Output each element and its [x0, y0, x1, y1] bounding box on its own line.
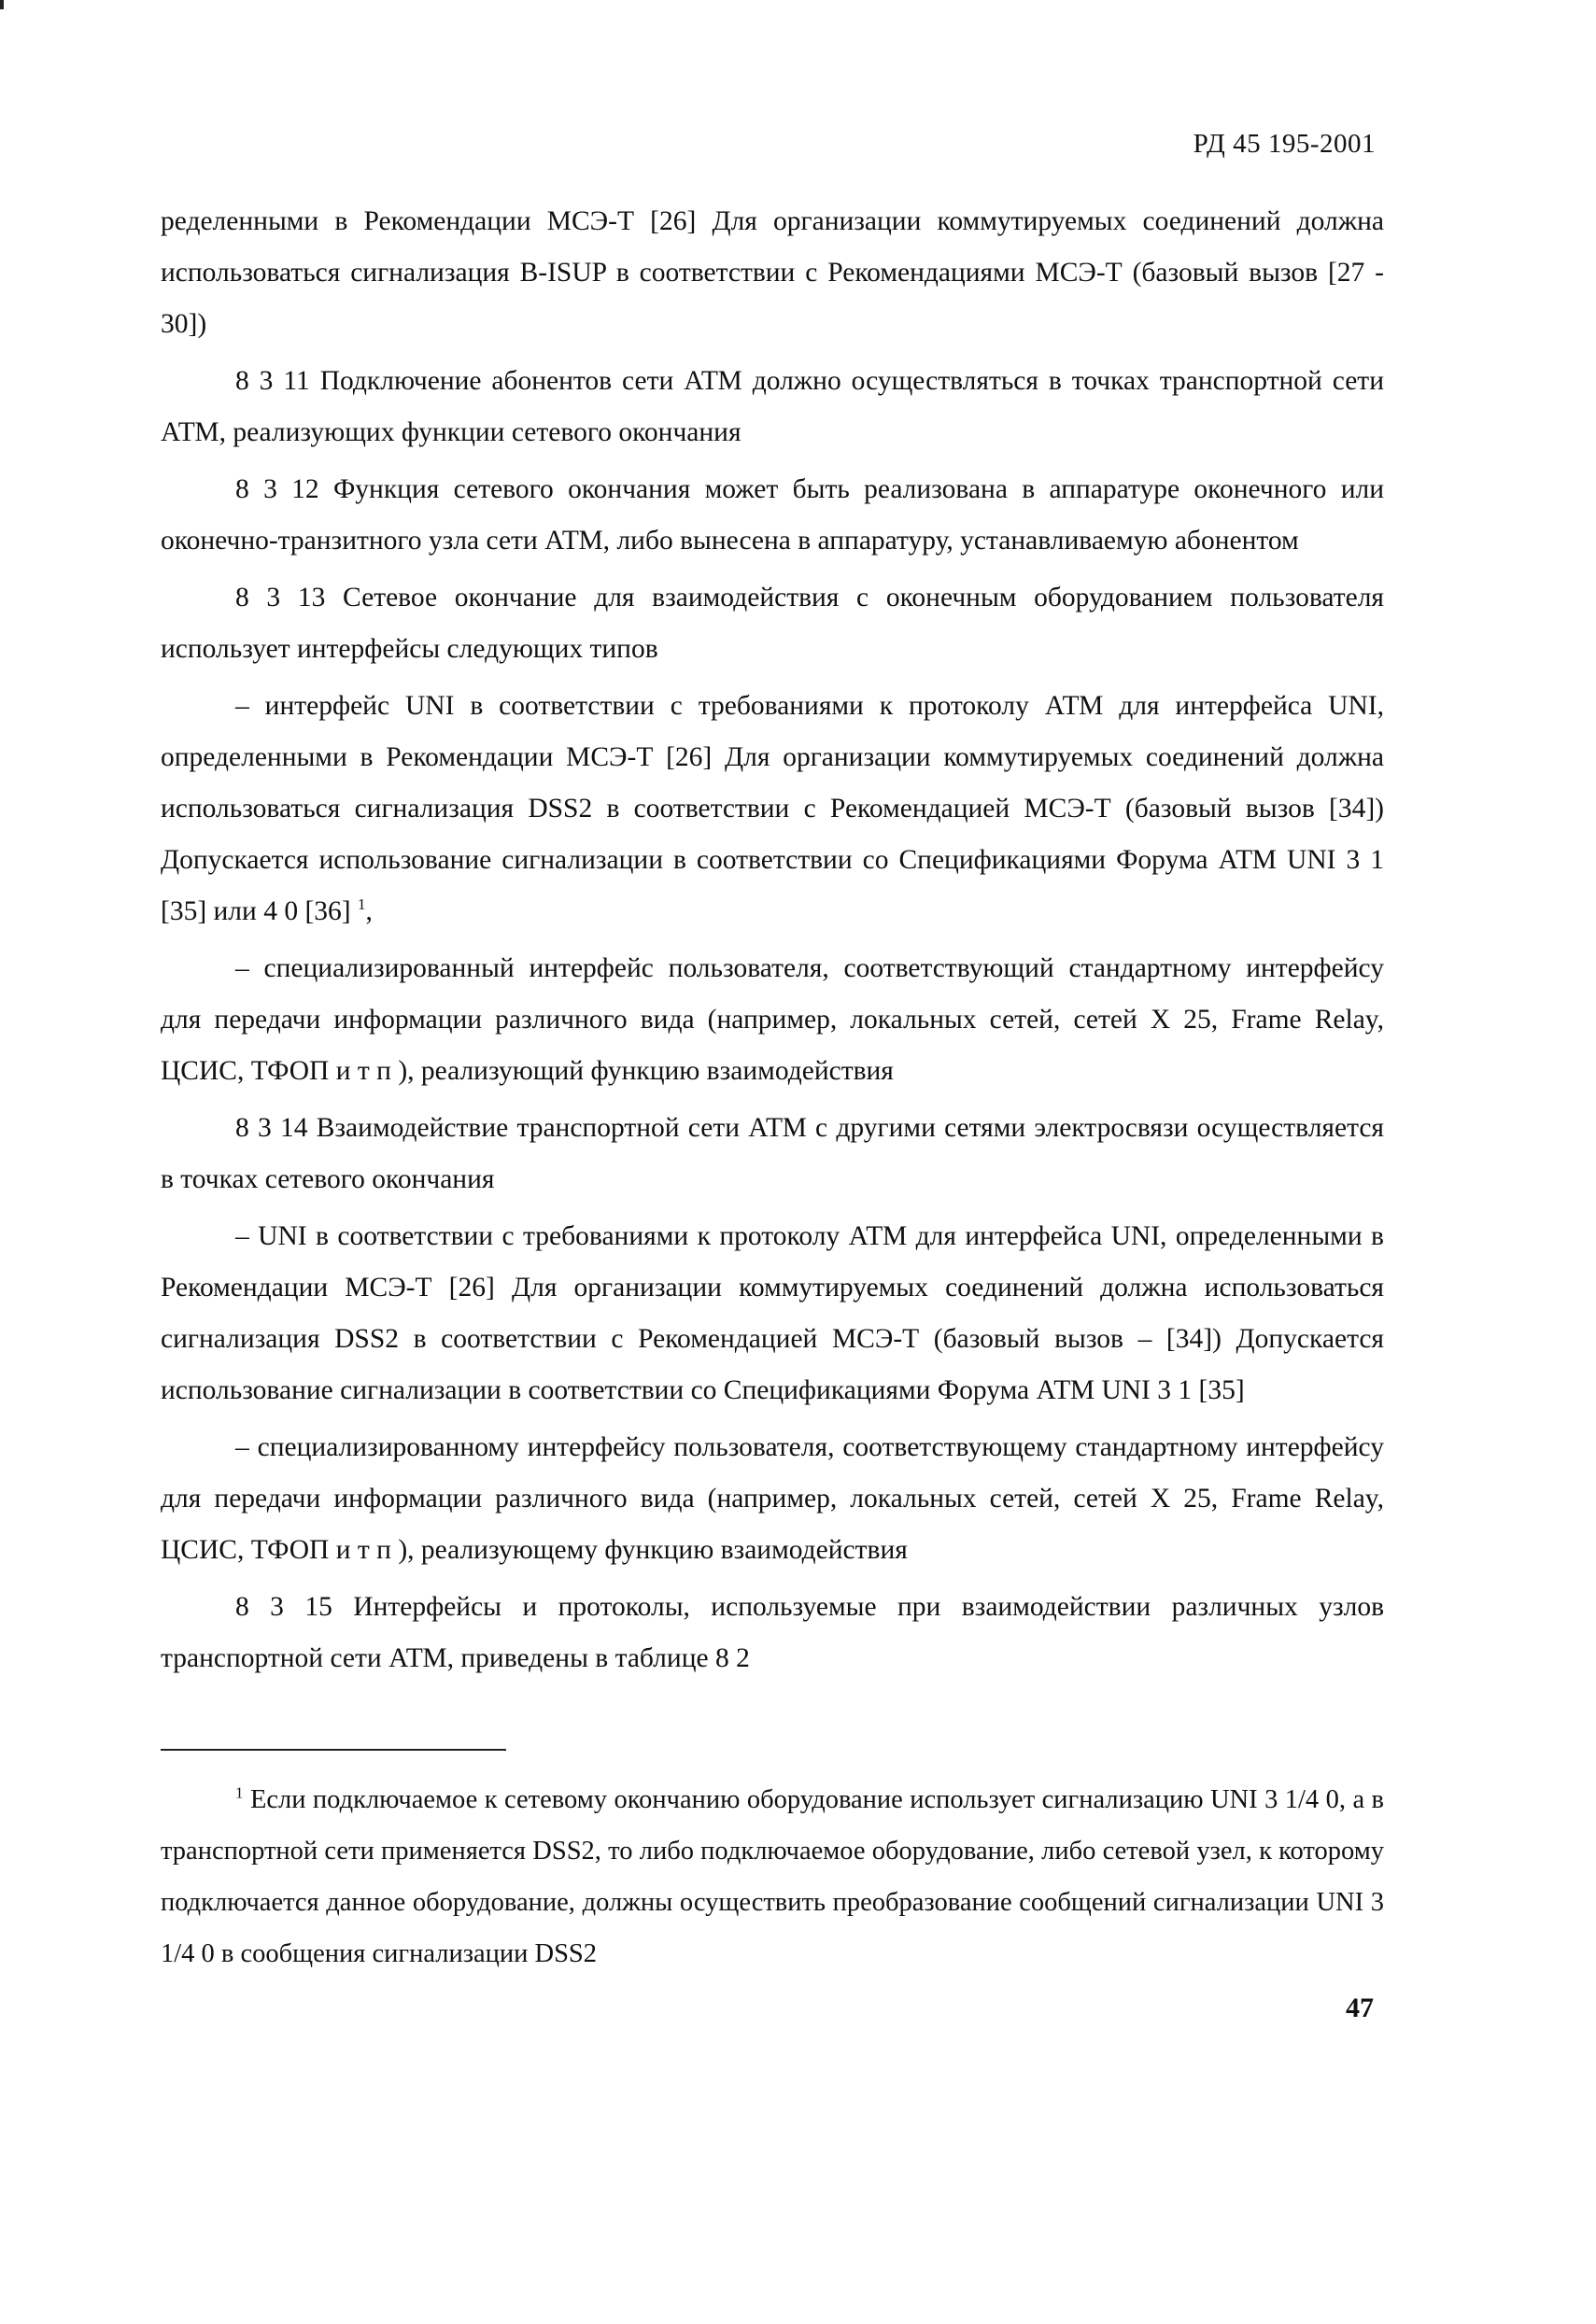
footnote-reference-comma: ,: [365, 896, 373, 926]
body-text: [161, 196, 1384, 1684]
paragraph-continuation: ределенными в Рекомендации МСЭ-Т [26] Для организации коммутируемых соединений должна использоваться сигнализация B-ISUP в соответствии с Рекомендациями МСЭ-Т (базовый вызов [27 - 30]): [161, 206, 1384, 339]
document-code: РД 45 195-2001: [1193, 129, 1376, 159]
page-number: 47: [1346, 1993, 1374, 2023]
list-item-text: – интерфейс UNI в соответствии с требованиями к протоколу АТМ для интерфейса UNI, определенными в Рекомендации МСЭ-Т [26] Для организации коммутируемых соединений должна использоваться сигнализация DSS2 в соответствии с Рекомендацией МСЭ-Т (базовый вызов [34]) Допускается использование сигнализации в соответствии со Спецификациями Форума АТМ UNI 3 1 [35] или 4 0 [36]: [161, 691, 1384, 926]
footnote-text: Если подключаемое к сетевому окончанию оборудование использует сигнализацию UNI 3 1/4 0, а в транспортной сети применяется DSS2, то либо подключаемое оборудование, либо сетевой узел, к которому подключается данное оборудование, должны осуществить преобразование сообщений сигнализации UNI 3 1/4 0 в сообщения сигнализации DSS2: [161, 1785, 1384, 1968]
list-item-specialized-user-interface: – специализированному интерфейсу пользователя, соответствующему стандартному интерфейсу для передачи информации различного вида (например, локальных сетей, сетей X 25, Frame Relay, ЦСИС, ТФОП и т п ), реализующему функцию взаимодействия: [161, 1432, 1384, 1565]
footnote-reference: 1: [357, 895, 366, 914]
paragraph-8-3-13: 8 3 13 Сетевое окончание для взаимодействия с оконечным оборудованием пользователя использует интерфейсы следующих типов: [161, 583, 1384, 664]
paragraph-8-3-12: 8 3 12 Функция сетевого окончания может быть реализована в аппаратуре оконечного или оконечно-транзитного узла сети АТМ, либо вынесена в аппаратуру, устанавливаемую абонентом: [161, 474, 1384, 556]
scan-mark: [0, 0, 4, 9]
paragraph-8-3-15: 8 3 15 Интерфейсы и протоколы, используемые при взаимодействии различных узлов транспортной сети АТМ, приведены в таблице 8 2: [161, 1592, 1384, 1673]
footnote-marker: 1: [235, 1783, 244, 1802]
paragraph-8-3-14: 8 3 14 Взаимодействие транспортной сети АТМ с другими сетями электросвязи осуществляется в точках сетевого окончания: [161, 1113, 1384, 1194]
paragraph-8-3-11: 8 3 11 Подключение абонентов сети АТМ должно осуществляться в точках транспортной сети АТМ, реализующих функции сетевого окончания: [161, 366, 1384, 447]
list-item-uni-interface: [161, 681, 1384, 937]
footnote-divider: [161, 1749, 506, 1751]
footnote: [161, 1774, 1384, 1979]
list-item-specialized-interface: – специализированный интерфейс пользователя, соответствующий стандартному интерфейсу для передачи информации различного вида (например, локальных сетей, сетей X 25, Frame Relay, ЦСИС, ТФОП и т п ), реализующий функцию взаимодействия: [161, 953, 1384, 1086]
list-item-uni: – UNI в соответствии с требованиями к протоколу АТМ для интерфейса UNI, определенными в Рекомендации МСЭ-Т [26] Для организации коммутируемых соединений должна использоваться сигнализация DSS2 в соответствии с Рекомендацией МСЭ-Т (базовый вызов – [34]) Допускается использование сигнализации в соответствии со Спецификациями Форума АТМ UNI 3 1 [35]: [161, 1221, 1384, 1405]
